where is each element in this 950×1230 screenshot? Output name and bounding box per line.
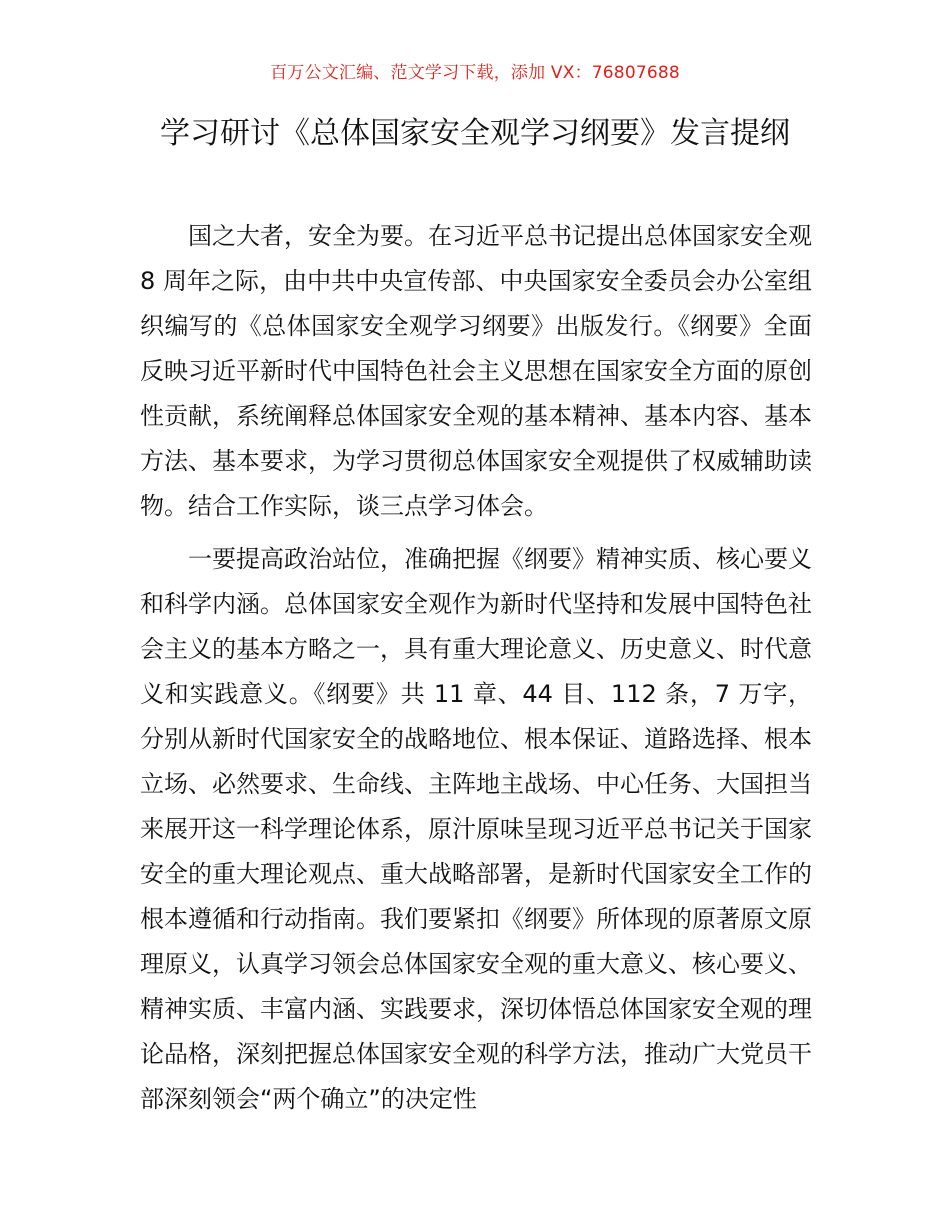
document-title: 学习研讨《总体国家安全观学习纲要》发言提纲 — [160, 116, 790, 151]
header-promo-note: 百万公文汇编、范文学习下载，添加 VX：76807688 — [270, 63, 680, 83]
body-paragraph: 国之大者，安全为要。在习近平总书记提出总体国家安全观 8 周年之际，由中共中央宣传部、中央国家安全委员会办公室组织编写的《总体国家安全观学习纲要》出版发行。《纲要》全面反映习近平新时代中国特色社会主义思想在国家安全方面的原创性贡献，系统阐释总体国家安全观的基本精神、基本内容、基本方法、基本要求，为学习贯彻总体国家安全观提供了权威辅助读物。结合工作实际，谈三点学习体会。 — [140, 222, 812, 520]
body-paragraph: 一要提高政治站位，准确把握《纲要》精神实质、核心要义和科学内涵。总体国家安全观作为新时代坚持和发展中国特色社会主义的基本方略之一，具有重大理论意义、历史意义、时代意义和实践意义。《纲要》共 11 章、44 目、112 条，7 万字，分别从新时代国家安全的战略地位、根本保证、道路选择、根本立场、必然要求、生命线、主阵地主战场、中心任务、大国担当来展开这一科学理论体系，原汁原味呈现习近平总书记关于国家安全的重大理论观点、重大战略部署，是新时代国家安全工作的根本遵循和行动指南。我们要紧扣《纲要》所体现的原著原文原理原义，认真学习领会总体国家安全观的重大意义、核心要义、精神实质、丰富内涵、实践要求，深切体悟总体国家安全观的理论品格，深刻把握总体国家安全观的科学方法，推动广大党员干部深刻领会“两个确立”的决定性 — [140, 545, 812, 1113]
document-body — [140, 214, 812, 1122]
